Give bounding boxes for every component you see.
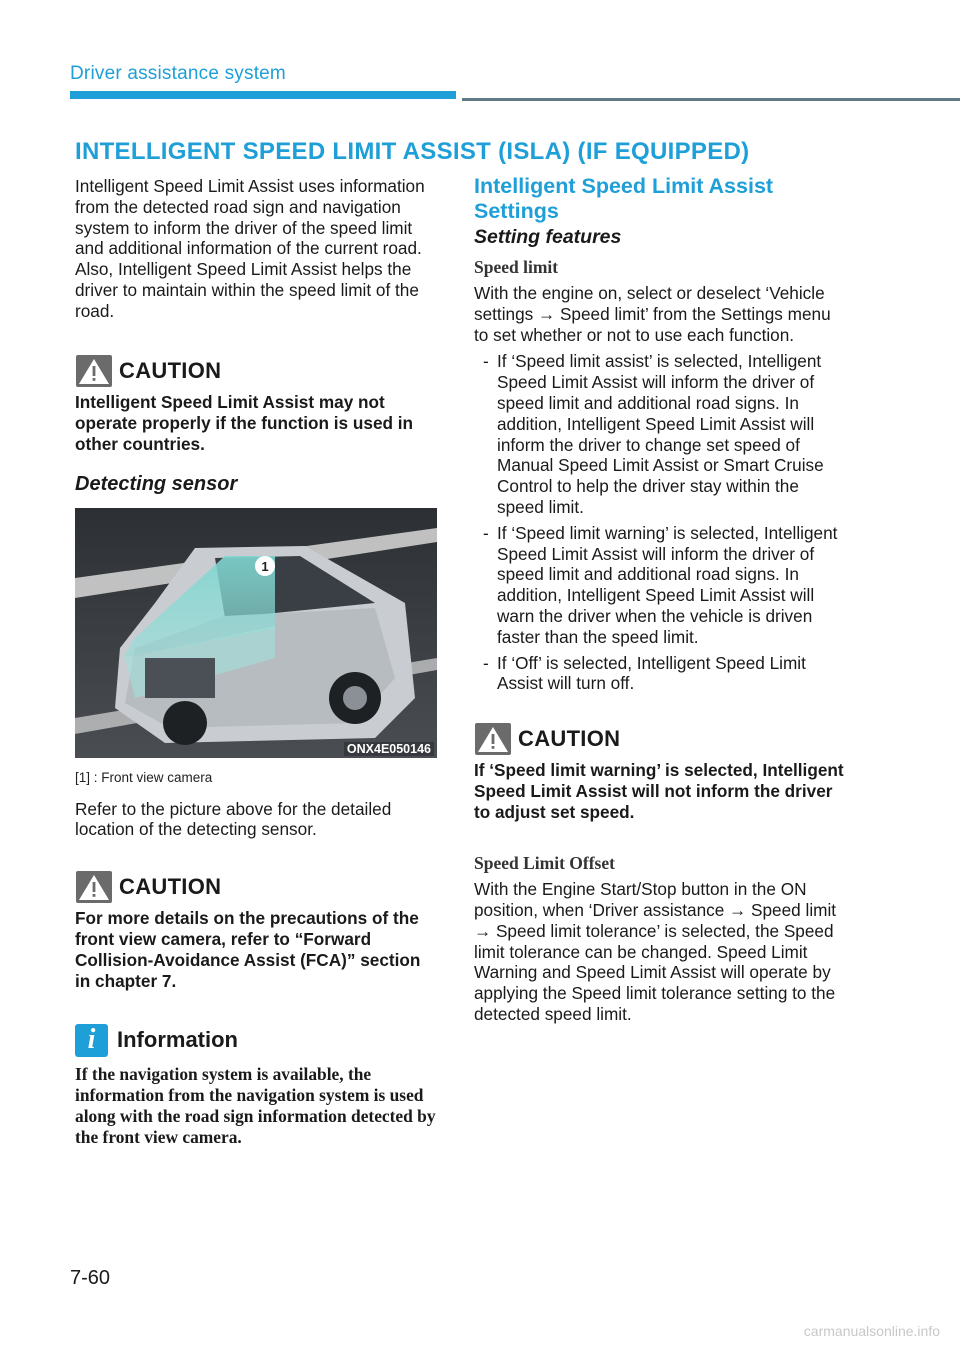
page-number: 7-60	[70, 1267, 111, 1289]
watermark: carmanualsonline.info	[803, 1323, 940, 1339]
list-item: - If ‘Off’ is selected, Intelligent Speed Limit Assist will turn off.	[474, 653, 844, 695]
caution-text: For more details on the precautions of the front view camera, refer to “Forward Collision-Avoidance Assist (FCA)” section in chapter 7.	[75, 908, 421, 992]
caution-header	[76, 870, 440, 904]
right-column	[474, 174, 844, 1025]
caution-header	[76, 354, 440, 388]
image-caption: [1] : Front view camera	[75, 769, 213, 785]
information-header	[75, 1022, 440, 1058]
speed-limit-intro: With the engine on, select or deselect ‘Vehicle settings → Speed limit’ from the Settings menu to set whether or not to use each function.	[474, 283, 831, 345]
header-accent-bar	[70, 91, 456, 99]
image-code: ONX4E050146	[344, 742, 434, 756]
caution-label: CAUTION	[119, 874, 222, 900]
refer-paragraph: Refer to the picture above for the detailed location of the detecting sensor.	[75, 798, 392, 840]
settings-section-title: Intelligent Speed Limit Assist Settings	[474, 174, 774, 223]
caution-box-1	[75, 354, 440, 455]
page-title: INTELLIGENT SPEED LIMIT ASSIST (ISLA) (IF EQUIPPED)	[75, 138, 750, 165]
detecting-sensor-heading: Detecting sensor	[75, 472, 238, 495]
speed-limit-heading: Speed limit	[474, 257, 559, 277]
warning-triangle-icon	[76, 355, 112, 387]
information-label: Information	[117, 1027, 238, 1053]
camera-callout-number: 1	[261, 558, 269, 574]
header-rule	[462, 98, 960, 101]
warning-triangle-icon	[76, 871, 112, 903]
caution-header	[475, 722, 844, 756]
speed-limit-offset-heading: Speed Limit Offset	[474, 853, 615, 874]
caution-label: CAUTION	[119, 357, 222, 383]
vehicle-illustration	[75, 508, 437, 758]
warning-triangle-icon	[475, 723, 511, 755]
caution-text: If ‘Speed limit warning’ is selected, Intelligent Speed Limit Assist will not inform the driver to adjust set speed.	[474, 760, 844, 823]
speed-limit-offset-text: With the Engine Start/Stop button in the ON position, when ‘Driver assistance → Speed limit → Speed limit tolerance’ is selected, the Speed limit tolerance can be changed. Speed Limit Warning and Speed Limit Assist will operate by applying the Speed limit tolerance setting to the detected speed limit.	[474, 879, 837, 1024]
left-column	[75, 176, 440, 1148]
setting-features-heading: Setting features	[474, 226, 622, 248]
caution-box-2	[75, 870, 440, 992]
info-i-icon: i	[75, 1024, 108, 1057]
caution-box-3	[474, 722, 844, 823]
caution-text: Intelligent Speed Limit Assist may not operate properly if the function is used in other countries.	[75, 391, 414, 454]
intro-paragraph: Intelligent Speed Limit Assist uses information from the detected road sign and navigation system to inform the driver of the speed limit and additional information of the current road. Also, Intelligent Speed Limit Assist helps the driver to maintain within the speed limit of the road.	[75, 176, 425, 321]
front-camera-image	[75, 508, 437, 758]
header-section-title: Driver assistance system	[70, 63, 286, 84]
list-item: - If ‘Speed limit warning’ is selected, Intelligent Speed Limit Assist will inform the driver of speed limit and additional road signs. In addition, Intelligent Speed Limit Assist will warn the driver when the vehicle is driven faster than the speed limit.	[474, 523, 844, 648]
list-item: - If ‘Speed limit assist’ is selected, Intelligent Speed Limit Assist will inform the driver of speed limit and additional road signs. In addition, Intelligent Speed Limit Assist will inform the driver to change set speed of Manual Speed Limit Assist or Smart Cruise Control to help the driver stay within the speed limit.	[474, 351, 844, 517]
information-text: If the navigation system is available, the information from the navigation system is used along with the road sign information detected by the front view camera.	[75, 1064, 436, 1148]
caution-label: CAUTION	[518, 726, 621, 752]
speed-limit-options	[474, 351, 844, 694]
